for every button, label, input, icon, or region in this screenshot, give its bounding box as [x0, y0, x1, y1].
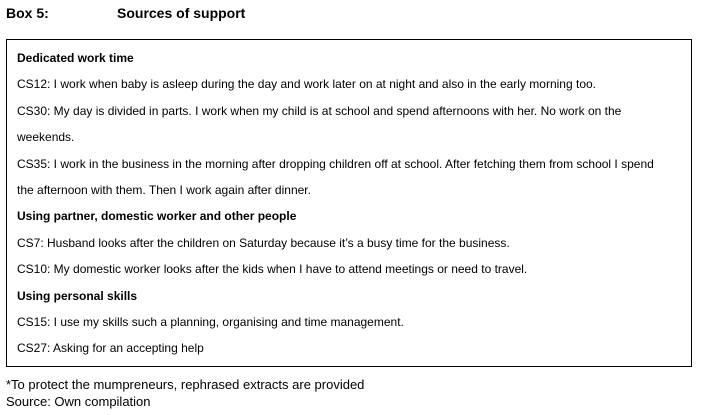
box-header: [6, 5, 245, 25]
quote-cs35-line-2: the afternoon with them. Then I work again after dinner.: [17, 182, 311, 197]
quote-cs30-line-2: weekends.: [17, 130, 75, 145]
quote-cs30-line-1: CS30: My day is divided in parts. I work when my child is at school and spend afternoons with her. No work on the: [17, 103, 622, 118]
quote-cs12: CS12: I work when baby is asleep during the day and work later on at night and also in the early morning too.: [17, 77, 597, 92]
footnotes: [6, 376, 364, 410]
footnote-note: *To protect the mumpreneurs, rephrased extracts are provided: [6, 377, 365, 392]
quote-cs10: CS10: My domestic worker looks after the kids when I have to attend meetings or need to travel.: [17, 262, 528, 277]
quote-cs27: CS27: Asking for an accepting help: [17, 341, 204, 356]
section-heading-dedicated-work-time: Dedicated work time: [17, 51, 134, 65]
box-frame: [6, 39, 692, 367]
section-heading-using-partner: Using partner, domestic worker and other people: [17, 209, 297, 224]
footnote-source: Source: Own compilation: [6, 394, 151, 409]
box-title: Sources of support: [117, 5, 246, 21]
box-label: Box 5:: [6, 5, 49, 21]
quote-cs35-line-1: CS35: I work in the business in the morning after dropping children off at school. After fetching them from school I spend: [17, 156, 654, 171]
quote-cs15: CS15: I use my skills such a planning, organising and time management.: [17, 314, 404, 329]
quote-cs7: CS7: Husband looks after the children on Saturday because it’s a busy time for the business.: [17, 235, 510, 250]
section-heading-using-personal-skills: Using personal skills: [17, 288, 138, 303]
